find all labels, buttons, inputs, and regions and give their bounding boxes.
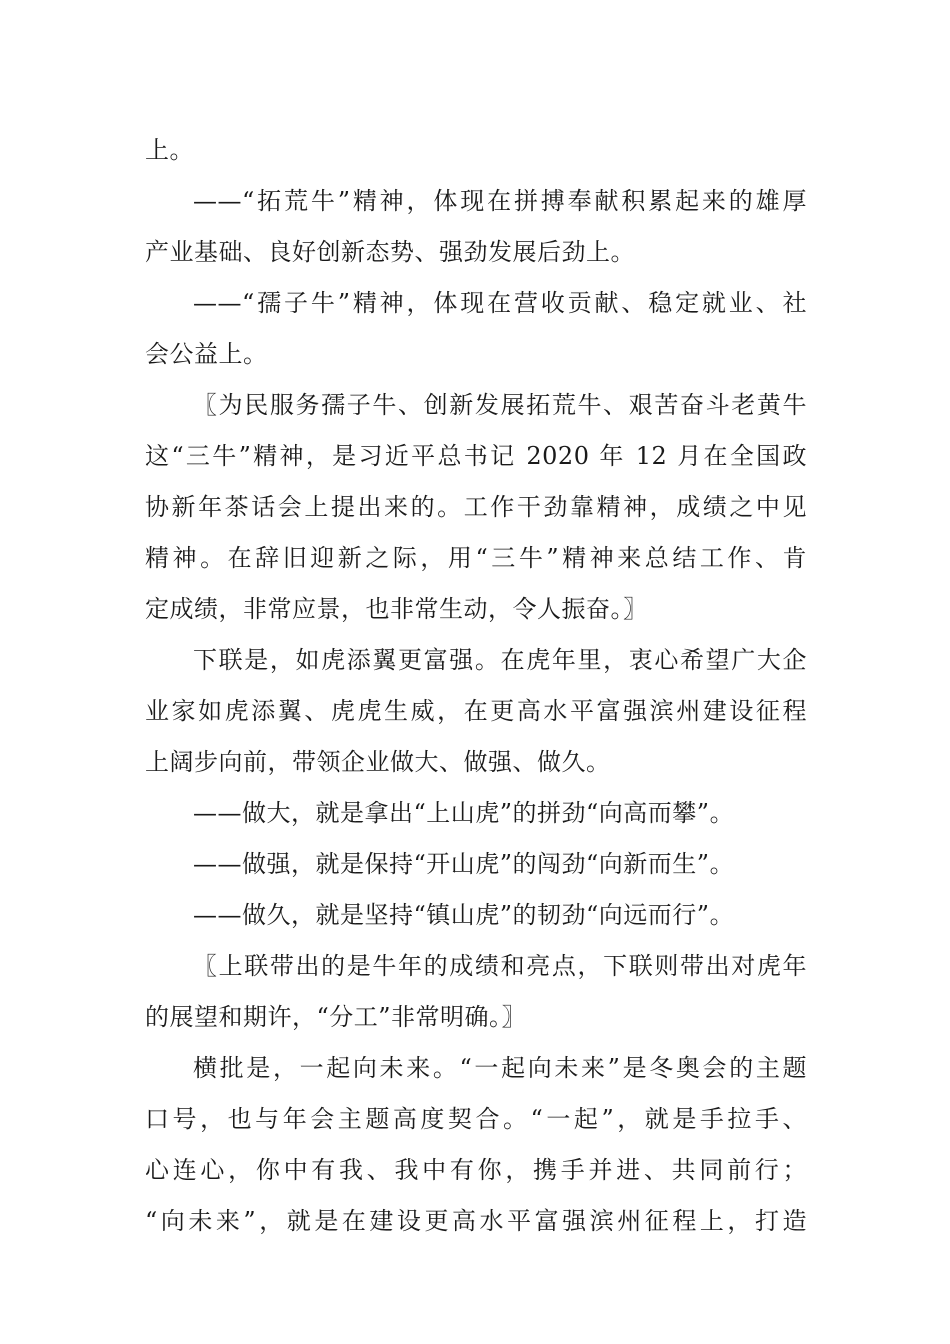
text-line: 上。 — [145, 136, 194, 164]
text-line: ——“孺子牛”精神，体现在营收贡献、稳定就业、社 — [193, 289, 807, 317]
text-line: 产业基础、良好创新态势、强劲发展后劲上。 — [145, 238, 635, 266]
text-line: 横批是，一起向未来。“一起向未来”是冬奥会的主题 — [193, 1054, 807, 1082]
text-line: 业家如虎添翼、虎虎生威，在更高水平富强滨州建设征程 — [145, 697, 807, 725]
text-line: ——做久，就是坚持“镇山虎”的韧劲“向远而行”。 — [193, 901, 735, 929]
text-line: 下联是，如虎添翼更富强。在虎年里，衷心希望广大企 — [193, 646, 807, 674]
text-line: ——做大，就是拿出“上山虎”的拼劲“向高而攀”。 — [193, 799, 735, 827]
text-line: ——“拓荒牛”精神，体现在拼搏奉献积累起来的雄厚 — [193, 187, 807, 215]
text-line: 这“三牛”精神，是习近平总书记 2020 年 12 月在全国政 — [145, 442, 807, 470]
text-line: 的展望和期许，“分工”非常明确。〗 — [145, 1003, 527, 1031]
text-line: 协新年茶话会上提出来的。工作干劲靠精神，成绩之中见 — [145, 493, 807, 521]
text-line: 上阔步向前，带领企业做大、做强、做久。 — [145, 748, 611, 776]
body-text — [145, 125, 807, 1247]
text-line: 会公益上。 — [145, 340, 268, 368]
text-line: 精神。在辞旧迎新之际，用“三牛”精神来总结工作、肯 — [145, 544, 807, 572]
text-line: 心连心，你中有我、我中有你，携手并进、共同前行； — [145, 1156, 807, 1184]
text-line: 〖为民服务孺子牛、创新发展拓荒牛、艰苦奋斗老黄牛 — [193, 391, 807, 419]
text-line: 定成绩，非常应景，也非常生动，令人振奋。〗 — [145, 595, 648, 623]
text-line: “向未来”，就是在建设更高水平富强滨州征程上，打造 — [145, 1207, 807, 1235]
text-line: ——做强，就是保持“开山虎”的闯劲“向新而生”。 — [193, 850, 735, 878]
text-line: 〖上联带出的是牛年的成绩和亮点，下联则带出对虎年 — [193, 952, 807, 980]
document-page — [145, 125, 807, 1247]
text-line: 口号，也与年会主题高度契合。“一起”，就是手拉手、 — [145, 1105, 807, 1133]
